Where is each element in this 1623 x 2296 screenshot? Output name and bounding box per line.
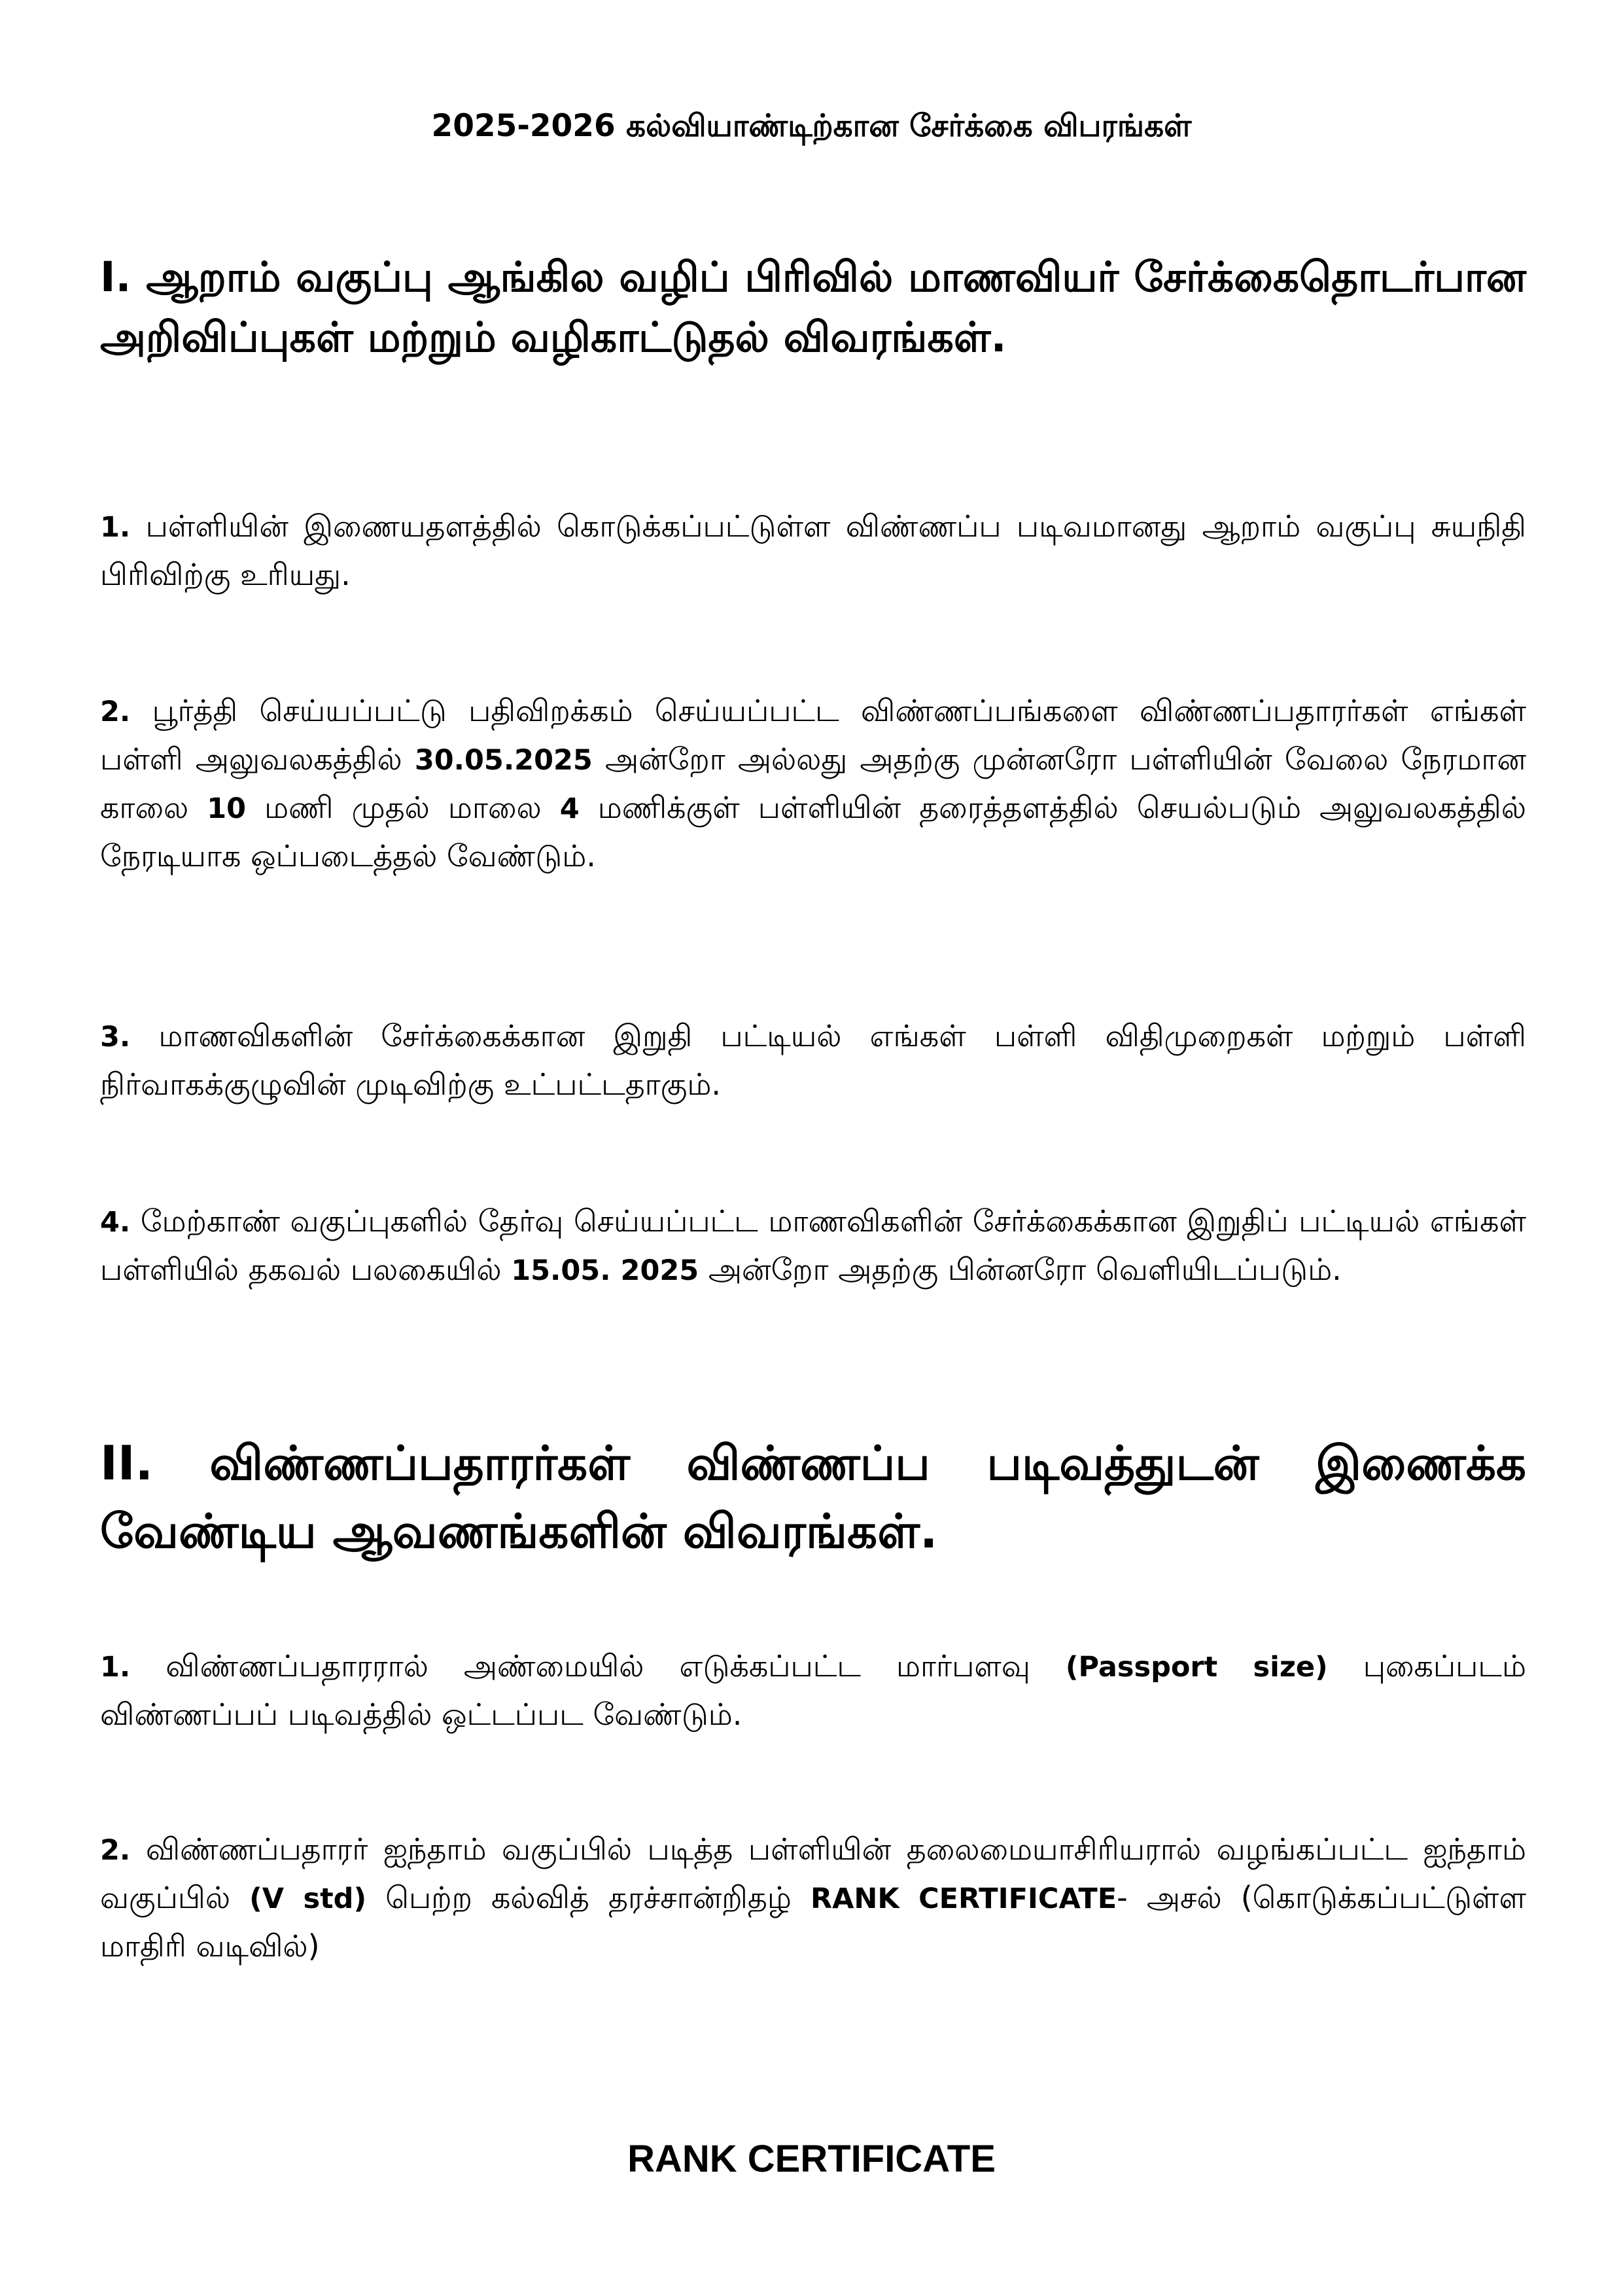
rank-certificate-term: RANK CERTIFICATE — [810, 1882, 1117, 1915]
item-number: 3. — [100, 1021, 131, 1053]
item-number: 1. — [100, 1651, 131, 1684]
item-text: மணிக்குள் பள்ளியின் தரைத்தளத்தில் செயல்படும் அலுவலகத்தில் நேரடியாக ஒப்படைத்தல் வேண்டும். — [100, 790, 1527, 874]
result-date: 15.05. 2025 — [511, 1254, 699, 1287]
item-text: விண்ணப்பதாரரால் அண்மையில் எடுக்கப்பட்ட மார்பளவு — [166, 1648, 1030, 1684]
item-number: 1. — [100, 511, 131, 544]
item-text: விண்ணப்பதாரர் ஐந்தாம் வகுப்பில் படித்த பள்ளியின் தலைமையாசிரியரால் வழங்கப்பட்ட ஐந்தாம் வகுப்பில் — [100, 1831, 1526, 1915]
section-1-item-1 — [100, 503, 1526, 598]
section-1-item-3 — [100, 1012, 1526, 1108]
section-1-item-4 — [100, 1197, 1526, 1294]
item-text: மணி முதல் மாலை — [264, 790, 542, 825]
item-number: 4. — [100, 1206, 131, 1239]
item-text: அன்றோ அதற்கு பின்னரோ வெளியிடப்படும். — [708, 1252, 1342, 1287]
office-close-hour: 4 — [559, 792, 580, 825]
item-text: அன்றோ அல்லது அதற்கு முன்னரோ பள்ளியின் வேலை நேரமான காலை — [100, 741, 1526, 825]
document-title: 2025-2026 கல்வியாண்டிற்கான சேர்க்கை விபரங்கள் — [431, 108, 1192, 144]
section-2-item-2 — [100, 1826, 1526, 1969]
item-text: பெற்ற கல்வித் தரச்சான்றிதழ் — [385, 1880, 792, 1915]
item-text: மாணவிகளின் சேர்க்கைக்கான இறுதி பட்டியல் எங்கள் பள்ளி விதிமுறைகள் மற்றும் பள்ளி நிர்வாகக்குழுவின் முடிவிற்கு உட்பட்டதாகும். — [100, 1018, 1526, 1102]
section-1-item-2 — [100, 687, 1526, 879]
v-std-note: (V std) — [249, 1882, 367, 1915]
passport-size-note: (Passport size) — [1065, 1651, 1328, 1684]
item-text: புகைப்படம் விண்ணப்பப் படிவத்தில் ஒட்டப்பட வேண்டும். — [100, 1648, 1526, 1732]
item-number: 2. — [100, 696, 131, 728]
section-2-item-1 — [100, 1642, 1526, 1738]
item-number: 2. — [100, 1834, 131, 1867]
office-open-hour: 10 — [207, 792, 247, 825]
item-text: பள்ளியின் இணையதளத்தில் கொடுக்கப்பட்டுள்ள விண்ணப்ப படிவமானது ஆறாம் வகுப்பு சுயநிதி பிரிவிற்கு உரியது. — [100, 508, 1527, 592]
item-text: பூர்த்தி செய்யப்பட்டு பதிவிறக்கம் செய்யப்பட்ட விண்ணப்பங்களை விண்ணப்பதாரர்கள் எங்கள் பள்ளி அலுவலகத்தில் — [100, 693, 1526, 777]
section-1-heading: I. ஆறாம் வகுப்பு ஆங்கில வழிப் பிரிவில் மாணவியர் சேர்க்கைதொடர்பான அறிவிப்புகள் மற்றும் வழிகாட்டுதல் விவரங்கள். — [100, 253, 1526, 361]
submission-deadline-date: 30.05.2025 — [414, 744, 593, 777]
section-2-heading: II. விண்ணப்பதாரர்கள் விண்ணப்ப படிவத்துடன் இணைக்க வேண்டிய ஆவணங்களின் விவரங்கள். — [100, 1436, 1526, 1559]
item-text: மேற்காண் வகுப்புகளில் தேர்வு செய்யப்பட்ட மாணவிகளின் சேர்க்கைக்கான இறுதிப் பட்டியல் எங்கள் பள்ளியில் தகவல் பலகையில் — [100, 1203, 1526, 1287]
item-text: - அசல் (கொடுக்கப்பட்டுள்ள மாதிரி வடிவில்) — [100, 1880, 1526, 1964]
rank-certificate-heading: RANK CERTIFICATE — [627, 2138, 996, 2180]
